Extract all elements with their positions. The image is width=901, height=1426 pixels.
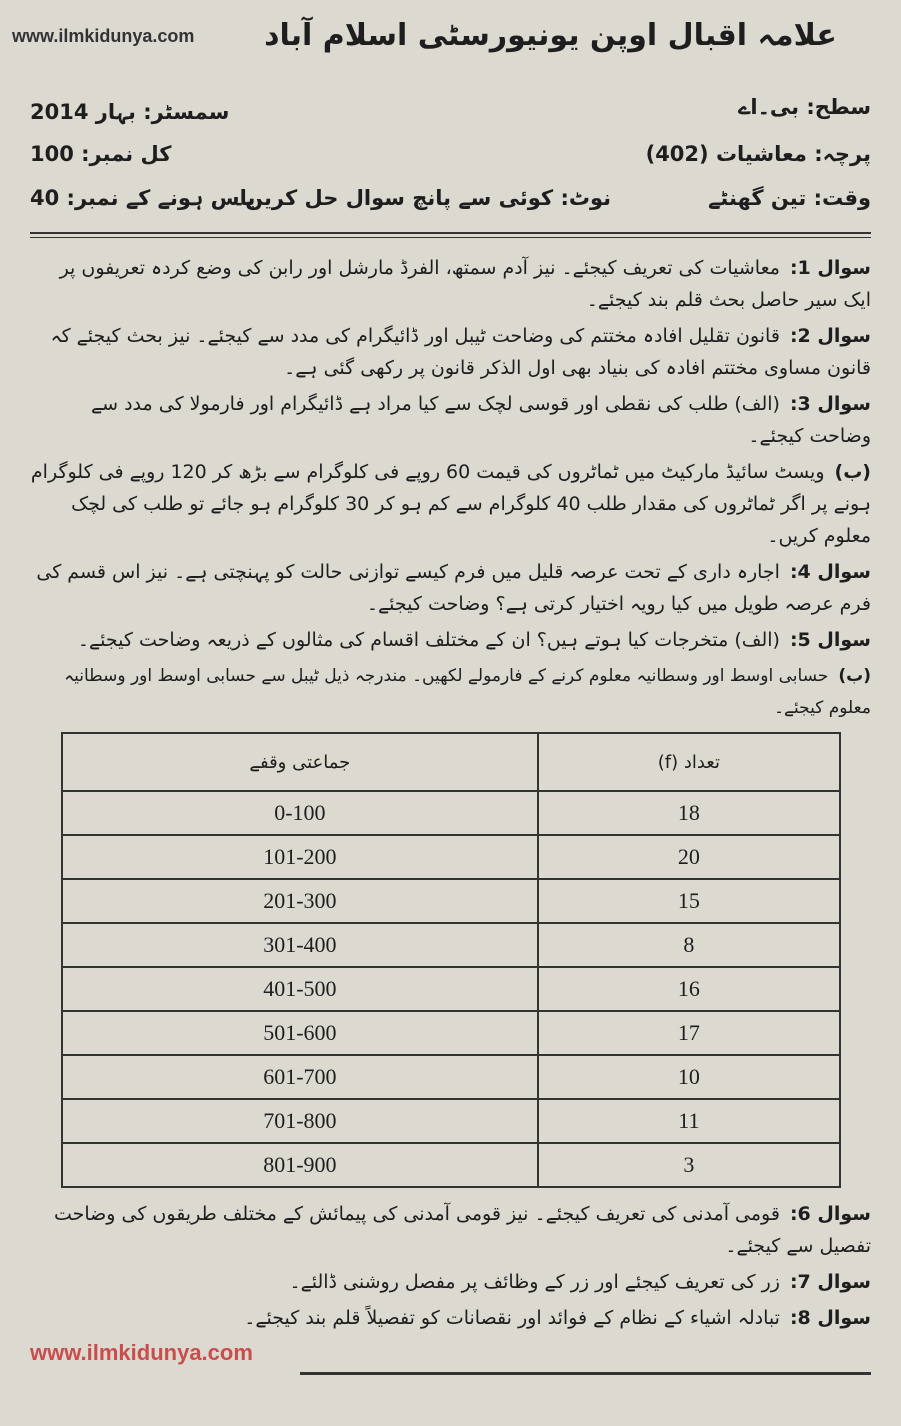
table-row (62, 1011, 840, 1055)
frequency-cell: 17 (538, 1011, 839, 1055)
watermark: www.ilmkidunya.com (12, 26, 195, 46)
table-row (62, 791, 840, 835)
table-row (62, 1099, 840, 1143)
divider (30, 232, 871, 234)
frequency-cell: 11 (538, 1099, 839, 1143)
class-interval-cell: 601-700 (62, 1055, 539, 1099)
table-header-row (62, 733, 840, 791)
table-row (62, 923, 840, 967)
watermark: www.ilmkidunya.com (30, 1340, 253, 1365)
table-row (62, 879, 840, 923)
frequency-cell: 16 (538, 967, 839, 1011)
divider (30, 237, 871, 238)
note: نوٹ: کوئی سے پانچ سوال حل کریں۔ (232, 186, 611, 210)
frequency-table (61, 732, 841, 1188)
question-6: سوال 6:قومی آمدنی کی تعریف کیجئے۔ نیز قومی آمدنی کی پیمائش کے مختلف طریقوں کی وضاحت تفصیل سے کیجئے۔ (53, 1203, 871, 1257)
question-4: سوال 4:اجارہ داری کے تحت عرصہ قلیل میں فرم کیسے توازنی حالت کو پہنچتی ہے۔ نیز اس قسم کی فرم عرصہ طویل میں کیا رویہ اختیار کرتی ہے؟ وضاحت کیجئے۔ (36, 561, 871, 615)
question-5a: سوال 5:(الف) متخرجات کیا ہوتے ہیں؟ ان کے مختلف اقسام کی مثالوں کے ذریعہ وضاحت کیجئے۔ (77, 629, 871, 651)
class-interval-cell: 201-300 (62, 879, 539, 923)
table-row (62, 967, 840, 1011)
frequency-cell: 3 (538, 1143, 839, 1187)
frequency-cell: 20 (538, 835, 839, 879)
questions-section (30, 252, 871, 1375)
class-interval-cell: 701-800 (62, 1099, 539, 1143)
frequency-cell: 15 (538, 879, 839, 923)
class-interval-cell: 301-400 (62, 923, 539, 967)
class-interval-cell: 0-100 (62, 791, 539, 835)
table-row (62, 835, 840, 879)
header-class-interval: جماعتی وقفے (62, 733, 539, 791)
header-frequency: تعداد (f) (538, 733, 839, 791)
question-3a: سوال 3:(الف) طلب کی نقطی اور قوسی لچک سے کیا مراد ہے ڈائیگرام اور فارمولا کی مدد سے وضاحت کیجئے۔ (91, 393, 871, 447)
time: وقت: تین گھنٹے (708, 186, 871, 210)
class-interval-cell: 501-600 (62, 1011, 539, 1055)
question-3b: (ب)ویسٹ سائیڈ مارکیٹ میں ٹماٹروں کی قیمت 60 روپے فی کلوگرام سے بڑھ کر 120 روپے فی کلوگرام ہونے پر اگر ٹماٹروں کی مقدار طلب 40 کلوگرام سے کم ہو کر 30 کلوگرام ہو جائے تو طلب کی لچک معلوم کریں۔ (30, 461, 871, 547)
question-5b: (ب)حسابی اوسط اور وسطانیہ معلوم کرنے کے فارمولے لکھیں۔ مندرجہ ذیل ٹیبل سے حسابی اوسط اور وسطانیہ معلوم کیجئے۔ (64, 666, 871, 718)
question-1: سوال 1:معاشیات کی تعریف کیجئے۔ نیز آدم سمتھ، الفرڈ مارشل اور رابن کی وضع کردہ تعریفوں پر ایک سیر حاصل بحث قلم بند کیجئے۔ (59, 257, 871, 311)
frequency-cell: 18 (538, 791, 839, 835)
question-2: سوال 2:قانون تقلیل افادہ مختتم کی وضاحت ٹیبل اور ڈائیگرام کی مدد سے کیجئے۔ نیز بحث کیجئے کہ قانون مساوی مختتم افادہ کی بنیاد بھی اول الذکر قانون پر رکھی گئی ہے۔ (50, 325, 871, 379)
question-7: سوال 7:زر کی تعریف کیجئے اور زر کے وظائف پر مفصل روشنی ڈالئے۔ (289, 1271, 871, 1293)
pass-marks: پاس ہونے کے نمبر: 40 (30, 186, 256, 210)
level: سطح: بی۔اے (738, 95, 871, 119)
frequency-cell: 10 (538, 1055, 839, 1099)
semester: سمسٹر: بہار 2014 (30, 100, 230, 124)
class-interval-cell: 801-900 (62, 1143, 539, 1187)
table-row (62, 1055, 840, 1099)
divider (300, 1372, 871, 1375)
class-interval-cell: 401-500 (62, 967, 539, 1011)
university-title: علامہ اقبال اوپن یونیورسٹی اسلام آباد (264, 18, 837, 53)
class-interval-cell: 101-200 (62, 835, 539, 879)
paper: پرچہ: معاشیات (402) (645, 142, 871, 166)
total-marks: کل نمبر: 100 (30, 142, 172, 166)
question-8: سوال 8:تبادلہ اشیاء کے نظام کے فوائد اور نقصانات کو تفصیلاً قلم بند کیجئے۔ (244, 1307, 871, 1329)
table-row (62, 1143, 840, 1187)
frequency-cell: 8 (538, 923, 839, 967)
